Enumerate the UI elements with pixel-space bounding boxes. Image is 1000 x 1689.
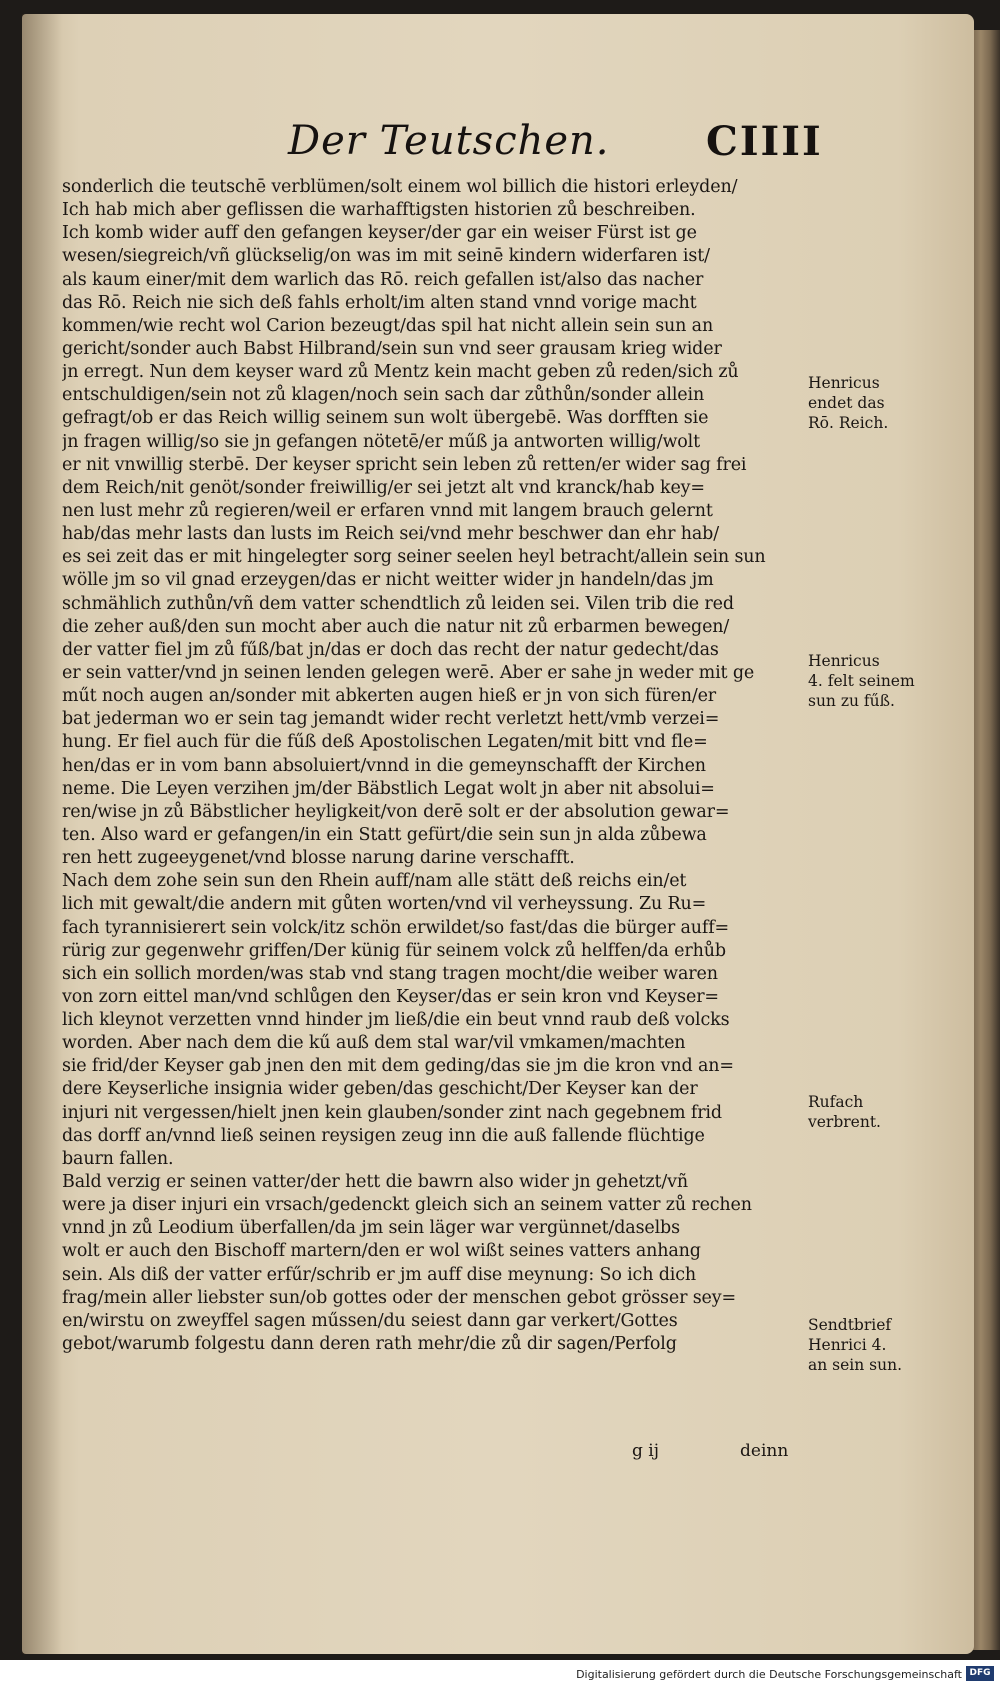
marginal-note xyxy=(808,1092,881,1132)
text-line: das dorff an/vnnd ließ seinen reysigen zeug inn die auß fallende flüchtige xyxy=(62,1125,705,1146)
text-line: sich ein sollich morden/was stab vnd stang tragen mocht/die weiber waren xyxy=(62,963,718,984)
marginal-note xyxy=(808,373,888,433)
text-line: jn fragen willig/so sie jn gefangen nötetē/er műß ja antworten willig/wolt xyxy=(62,431,701,452)
text-line: als kaum einer/mit dem warlich das Rō. reich gefallen ist/also das nacher xyxy=(62,269,704,290)
text-line: sie frid/der Keyser gab jnen den mit dem geding/das sie jm die kron vnd an= xyxy=(62,1056,734,1077)
gutter-shadow xyxy=(22,14,62,1654)
text-line: bat jederman wo er sein tag jemandt wider recht verletzt hett/vmb verzei= xyxy=(62,709,720,730)
text-line: der vatter fiel jm zů fűß/bat jn/das er doch das recht der natur gedecht/das xyxy=(62,639,719,660)
catchword: deinn xyxy=(740,1441,789,1461)
text-line: sonderlich die teutschē verblümen/solt einem wol billich die histori erleyden/ xyxy=(62,177,738,197)
body-text xyxy=(62,176,802,1356)
text-line: es sei zeit das er mit hingelegter sorg seiner seelen heyl betracht/allein sein sun xyxy=(62,547,766,568)
text-line: jn erregt. Nun dem keyser ward zů Mentz kein macht geben zů reden/sich zů xyxy=(62,362,739,383)
text-line: injuri nit vergessen/hielt jnen kein glauben/sonder zint nach gegebnem frid xyxy=(62,1102,722,1123)
text-line: gebot/warumb folgestu dann deren rath mehr/die zů dir sagen/Perfolg xyxy=(62,1334,677,1355)
marginal-note-line: Henricus xyxy=(808,652,880,670)
text-line: wesen/siegreich/vñ glückselig/on was im mit seinē kindern widerfaren ist/ xyxy=(62,246,710,267)
text-line: műt noch augen an/sonder mit abkerten augen hieß er jn von sich füren/er xyxy=(62,686,716,707)
marginal-note-line: an sein sun. xyxy=(808,1356,902,1374)
text-line: lich kleynot verzetten vnnd hinder jm ließ/die ein beut vnnd raub deß volcks xyxy=(62,1010,730,1031)
text-line: die zeher auß/den sun mocht aber auch die natur nit zů erbarmen bewegen/ xyxy=(62,616,730,637)
marginal-note-line: verbrent. xyxy=(808,1113,881,1131)
text-line: hung. Er fiel auch für die fűß deß Apostolischen Legaten/mit bitt vnd fle= xyxy=(62,732,708,753)
dfg-logo: DFG xyxy=(966,1666,994,1681)
text-line: kommen/wie recht wol Carion bezeugt/das spil hat nicht allein sein sun an xyxy=(62,315,714,336)
text-line: ten. Also ward er gefangen/in ein Statt gefürt/die sein sun jn alda zůbewa xyxy=(62,824,707,845)
text-line: dem Reich/nit genöt/sonder freiwillig/er sei jetzt alt vnd kranck/hab key= xyxy=(62,477,705,498)
text-line: rürig zur gegenwehr griffen/Der künig für seinem volck zů helffen/da erhůb xyxy=(62,940,726,961)
marginal-note xyxy=(808,1315,902,1375)
text-line: en/wirstu on zweyffel sagen műssen/du seiest dann gar verkert/Gottes xyxy=(62,1310,678,1331)
marginal-note-line: Rō. Reich. xyxy=(808,414,889,432)
text-line: wolt er auch den Bischoff martern/den er wol wißt seines vatters anhang xyxy=(62,1241,701,1262)
marginal-note xyxy=(808,651,915,711)
marginal-note-line: sun zu fűß. xyxy=(808,692,895,710)
text-line: gefragt/ob er das Reich willig seinem sun wolt übergebē. Was dorfften sie xyxy=(62,408,709,429)
text-line: Ich komb wider auff den gefangen keyser/der gar ein weiser Fürst ist ge xyxy=(62,223,697,244)
marginal-note-line: endet das xyxy=(808,394,885,412)
signature-mark: g ij xyxy=(632,1441,659,1461)
text-line: sein. Als diß der vatter erfűr/schrib er jm auff dise meynung: So ich dich xyxy=(62,1264,697,1285)
text-line: frag/mein aller liebster sun/ob gottes oder der menschen gebot grösser sey= xyxy=(62,1287,736,1308)
text-line: hab/das mehr lasts dan lusts im Reich sei/vnd mehr beschwer dan ehr hab/ xyxy=(62,524,719,545)
text-line: were ja diser injuri ein vrsach/gedenckt gleich sich an seinem vatter zů rechen xyxy=(62,1195,752,1216)
marginal-note-line: Henricus xyxy=(808,374,880,392)
funding-credit: Digitalisierung gefördert durch die Deutsche Forschungsgemeinschaft xyxy=(576,1668,962,1681)
text-line: Ich hab mich aber geflissen die warhafftigsten historien zů beschreiben. xyxy=(62,200,696,221)
text-line: schmählich zuthůn/vñ dem vatter schendtlich zů leiden sei. Vilen trib die red xyxy=(62,593,734,614)
text-line: dere Keyserliche insignia wider geben/das geschicht/Der Keyser kan der xyxy=(62,1079,698,1100)
text-line: von zorn eittel man/vnd schlůgen den Keyser/das er sein kron vnd Keyser= xyxy=(62,986,719,1007)
text-line: entschuldigen/sein not zů klagen/noch sein sach dar zůthůn/sonder allein xyxy=(62,385,705,406)
text-line: baurn fallen. xyxy=(62,1148,174,1169)
text-line: Bald verzig er seinen vatter/der hett die bawrn also wider jn gehetzt/vñ xyxy=(62,1172,688,1193)
folio-number: CIIII xyxy=(706,118,823,165)
text-line: nen lust mehr zů regieren/weil er erfaren vnnd mit langem brauch gelernt xyxy=(62,500,713,521)
text-line: er sein vatter/vnd jn seinen lenden gelegen werē. Aber er sahe jn weder mit ge xyxy=(62,662,755,683)
text-line: ren hett zugeeygenet/vnd blosse narung darine verschafft. xyxy=(62,848,575,869)
text-line: das Rō. Reich nie sich deß fahls erholt/im alten stand vnnd vorige macht xyxy=(62,292,697,313)
marginal-note-line: Sendtbrief xyxy=(808,1316,892,1334)
text-line: er nit vnwillig sterbē. Der keyser spricht sein leben zů retten/er wider sag frei xyxy=(62,454,747,475)
text-line: vnnd jn zů Leodium überfallen/da jm sein läger war vergünnet/daselbs xyxy=(62,1218,680,1239)
marginal-note-line: 4. felt seinem xyxy=(808,672,915,690)
text-line: hen/das er in vom bann absoluiert/vnnd in die gemeynschafft der Kirchen xyxy=(62,755,706,776)
text-line: fach tyrannisierert sein volck/itz schön erwildet/so fast/das die bürger auff= xyxy=(62,917,730,938)
text-line: ren/wise jn zů Bäbstlicher heyligkeit/von derē solt er der absolution gewar= xyxy=(62,801,730,822)
text-line: worden. Aber nach dem die kű auß dem stal war/vil vmkamen/machten xyxy=(62,1033,686,1054)
text-line: Nach dem zohe sein sun den Rhein auff/nam alle stätt deß reichs ein/et xyxy=(62,871,687,892)
running-head: Der Teutschen. xyxy=(288,118,610,164)
text-line: wölle jm so vil gnad erzeygen/das er nicht weitter wider jn handeln/das jm xyxy=(62,570,714,591)
marginal-note-line: Henrici 4. xyxy=(808,1336,887,1354)
text-line: gericht/sonder auch Babst Hilbrand/sein sun vnd seer grausam krieg wider xyxy=(62,338,722,359)
marginal-note-line: Rufach xyxy=(808,1093,864,1111)
text-line: neme. Die Leyen verzihen jm/der Bäbstlich Legat wolt jn aber nit absolui= xyxy=(62,778,715,799)
text-line: lich mit gewalt/die andern mit gůten worten/vnd vil verheyssung. Zu Ru= xyxy=(62,894,707,915)
